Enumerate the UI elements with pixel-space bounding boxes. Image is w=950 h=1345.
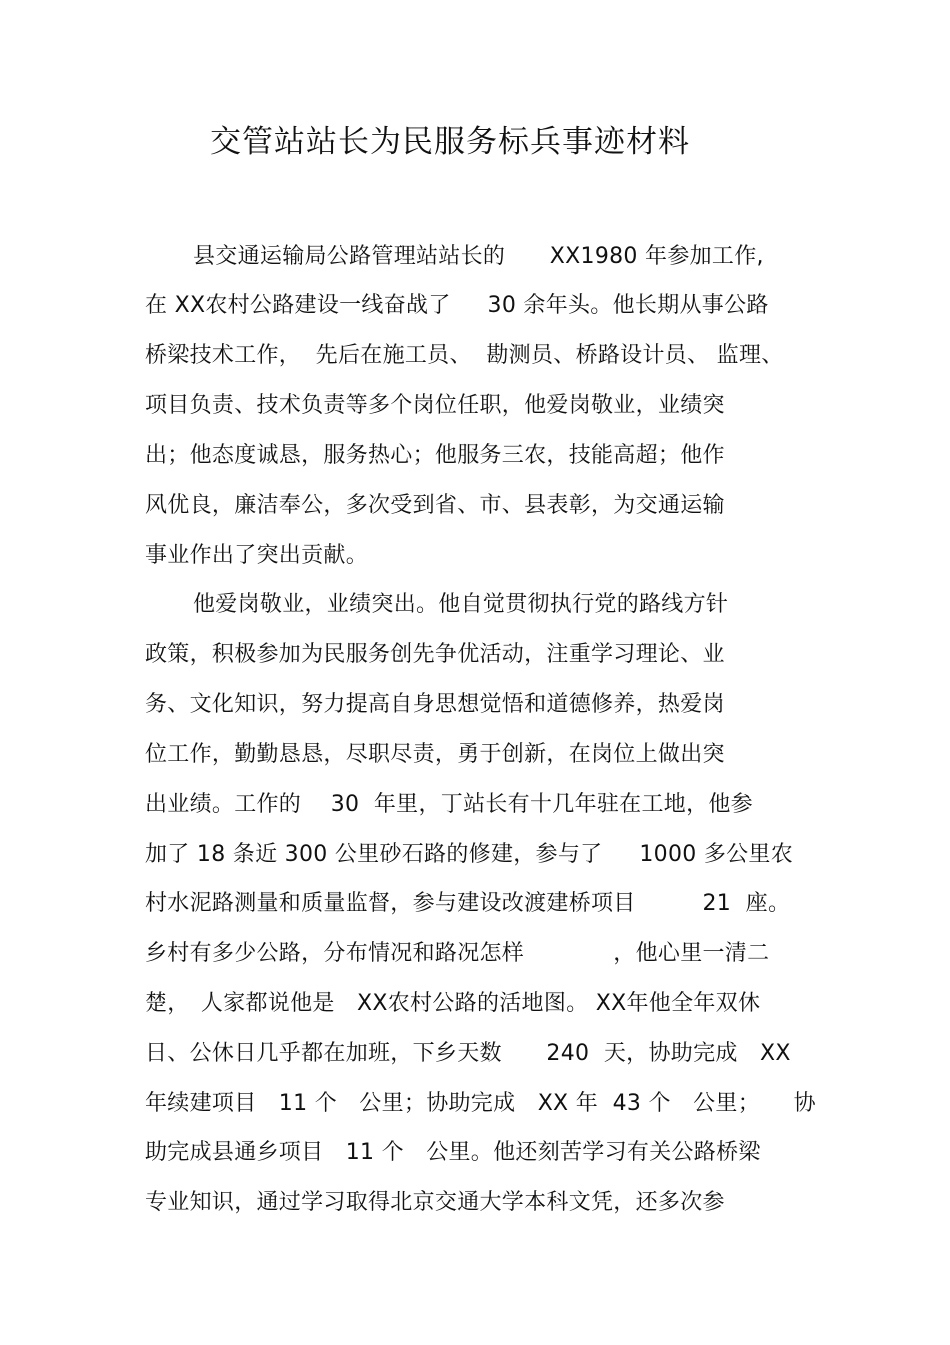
paragraph-line: 项目负责、技术负责等多个岗位任职，他爱岗敬业，业绩突: [145, 393, 725, 418]
paragraph-line: 事业作出了突出贡献。: [145, 543, 369, 568]
paragraph-line: 加了 18 条近 300 公里砂石路的修建，参与了 1000 多公里农: [145, 842, 794, 867]
paragraph-line: 日、公休日几乎都在加班，下乡天数 240 天，协助完成 XX: [145, 1041, 791, 1066]
paragraph-line: 助完成县通乡项目 11 个 公里。他还刻苦学习有关公路桥梁: [145, 1140, 761, 1165]
paragraph-line: 务、文化知识，努力提高自身思想觉悟和道德修养，热爱岗: [145, 692, 725, 717]
paragraph-line: 位工作，勤勤恳恳，尽职尽责，勇于创新，在岗位上做出突: [145, 742, 725, 767]
paragraph-line: 出业绩。工作的 30 年里，丁站长有十几年驻在工地，他参: [145, 792, 753, 817]
document-title: 交管站站长为民服务标兵事迹材料: [210, 124, 690, 160]
paragraph-line: 他爱岗敬业，业绩突出。他自觉贯彻执行党的路线方针: [193, 592, 729, 617]
paragraph-line: 楚， 人家都说他是 XX农村公路的活地图。 XX年他全年双休: [145, 991, 761, 1016]
paragraph-line: 年续建项目 11 个 公里；协助完成 XX 年 43 个 公里； 协: [145, 1091, 816, 1116]
paragraph-line: 村水泥路测量和质量监督，参与建设改渡建桥项目 21 座。: [145, 891, 791, 916]
paragraph-line: 县交通运输局公路管理站站长的 XX1980 年参加工作,: [193, 244, 764, 269]
paragraph-line: 风优良，廉洁奉公，多次受到省、市、县表彰，为交通运输: [145, 493, 725, 518]
paragraph-line: 在 XX农村公路建设一线奋战了 30 余年头。他长期从事公路: [145, 293, 769, 318]
paragraph-line: 乡村有多少公路，分布情况和路况怎样 ，他心里一清二: [145, 941, 770, 966]
paragraph-line: 专业知识，通过学习取得北京交通大学本科文凭，还多次参: [145, 1190, 725, 1215]
paragraph-line: 桥梁技术工作， 先后在施工员、 勘测员、桥路设计员、 监理、: [145, 343, 784, 368]
paragraph-line: 政策，积极参加为民服务创先争优活动，注重学习理论、业: [145, 642, 725, 667]
paragraph-line: 出；他态度诚恳，服务热心；他服务三农，技能高超；他作: [145, 443, 725, 468]
